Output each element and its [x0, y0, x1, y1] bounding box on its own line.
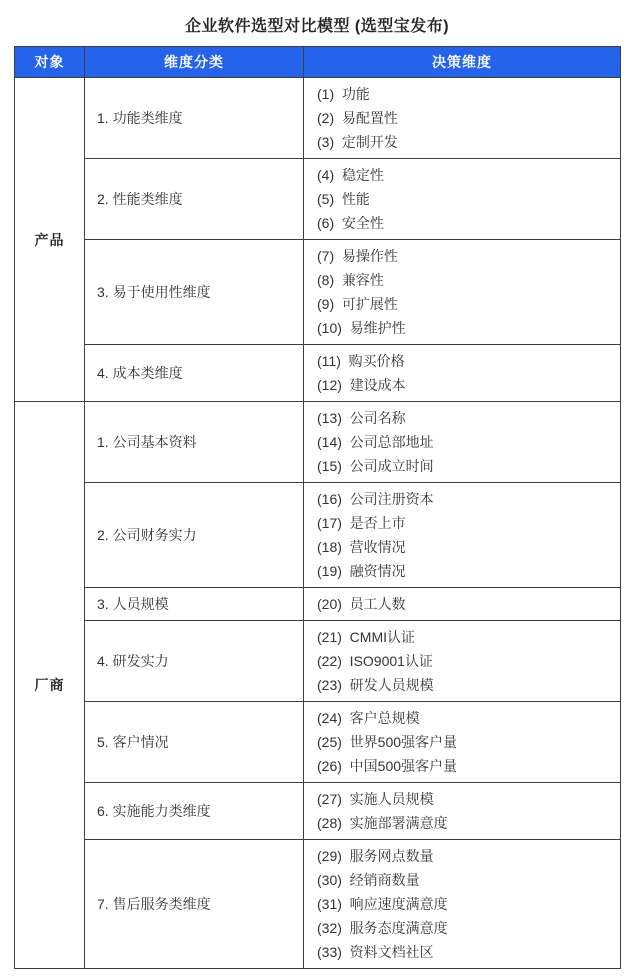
- dimension-list: [304, 345, 621, 402]
- dimension-item: (20) 员工人数: [317, 596, 406, 612]
- category-cell: 2. 性能类维度: [85, 159, 304, 240]
- dimension-item: (25) 世界500强客户量: [317, 734, 458, 750]
- dimension-item: (10) 易维护性: [317, 320, 406, 336]
- object-cell-product: 产品: [15, 78, 85, 402]
- page-title: 企业软件选型对比模型 (选型宝发布): [184, 18, 450, 35]
- dimension-list: [304, 402, 621, 483]
- dimension-item: (7) 易操作性: [317, 248, 398, 264]
- dimension-list: [304, 483, 621, 588]
- dimension-item: (17) 是否上市: [317, 515, 406, 531]
- category-cell: 7. 售后服务类维度: [85, 840, 304, 969]
- dimension-item: (30) 经销商数量: [317, 872, 420, 888]
- category-cell: 6. 实施能力类维度: [85, 783, 304, 840]
- dimension-item: (29) 服务网点数量: [317, 848, 434, 864]
- table-row: [15, 402, 621, 483]
- dimension-item: (24) 客户总规模: [317, 710, 420, 726]
- dimension-item: (18) 营收情况: [317, 539, 406, 555]
- category-cell: 3. 人员规模: [85, 588, 304, 621]
- dimension-list: [304, 621, 621, 702]
- dimension-item: (4) 稳定性: [317, 167, 384, 183]
- comparison-table: [14, 46, 621, 969]
- category-cell: 4. 研发实力: [85, 621, 304, 702]
- dimension-item: (13) 公司名称: [317, 410, 406, 426]
- category-cell: 3. 易于使用性维度: [85, 240, 304, 345]
- category-cell: 1. 功能类维度: [85, 78, 304, 159]
- table-row: [15, 702, 621, 783]
- column-header-decision-dimension: 决策维度: [304, 47, 621, 78]
- table-row: [15, 483, 621, 588]
- dimension-list: [304, 783, 621, 840]
- dimension-list: [304, 240, 621, 345]
- category-cell: 2. 公司财务实力: [85, 483, 304, 588]
- dimension-item: (1) 功能: [317, 86, 370, 102]
- dimension-list: [304, 78, 621, 159]
- dimension-list: [304, 159, 621, 240]
- dimension-item: (2) 易配置性: [317, 110, 398, 126]
- dimension-item: (33) 资料文档社区: [317, 944, 434, 960]
- table-row: [15, 78, 621, 159]
- table-row: [15, 783, 621, 840]
- table-row: [15, 345, 621, 402]
- dimension-item: (6) 安全性: [317, 215, 384, 231]
- dimension-item: (9) 可扩展性: [317, 296, 398, 312]
- dimension-list: [304, 840, 621, 969]
- dimension-item: (28) 实施部署满意度: [317, 815, 448, 831]
- dimension-list: [304, 588, 621, 621]
- dimension-item: (22) ISO9001认证: [317, 653, 433, 669]
- column-header-dimension-category: 维度分类: [85, 47, 304, 78]
- dimension-item: (32) 服务态度满意度: [317, 920, 448, 936]
- table-row: [15, 621, 621, 702]
- dimension-item: (5) 性能: [317, 191, 370, 207]
- category-cell: 1. 公司基本资料: [85, 402, 304, 483]
- table-row: [15, 588, 621, 621]
- header-row: [15, 47, 621, 78]
- dimension-item: (27) 实施人员规模: [317, 791, 434, 807]
- dimension-item: (26) 中国500强客户量: [317, 758, 458, 774]
- category-cell: 5. 客户情况: [85, 702, 304, 783]
- object-cell-vendor: 厂商: [15, 402, 85, 969]
- dimension-item: (12) 建设成本: [317, 377, 406, 393]
- dimension-item: (8) 兼容性: [317, 272, 384, 288]
- dimension-item: (11) 购买价格: [317, 353, 405, 369]
- category-cell: 4. 成本类维度: [85, 345, 304, 402]
- dimension-item: (21) CMMI认证: [317, 629, 415, 645]
- column-header-object: 对象: [15, 47, 85, 78]
- table-row: [15, 840, 621, 969]
- dimension-item: (31) 响应速度满意度: [317, 896, 448, 912]
- dimension-item: (19) 融资情况: [317, 563, 406, 579]
- dimension-item: (3) 定制开发: [317, 134, 398, 150]
- dimension-item: (15) 公司成立时间: [317, 458, 434, 474]
- dimension-item: (16) 公司注册资本: [317, 491, 434, 507]
- dimension-item: (23) 研发人员规模: [317, 677, 434, 693]
- dimension-item: (14) 公司总部地址: [317, 434, 434, 450]
- table-row: [15, 240, 621, 345]
- table-row: [15, 159, 621, 240]
- dimension-list: [304, 702, 621, 783]
